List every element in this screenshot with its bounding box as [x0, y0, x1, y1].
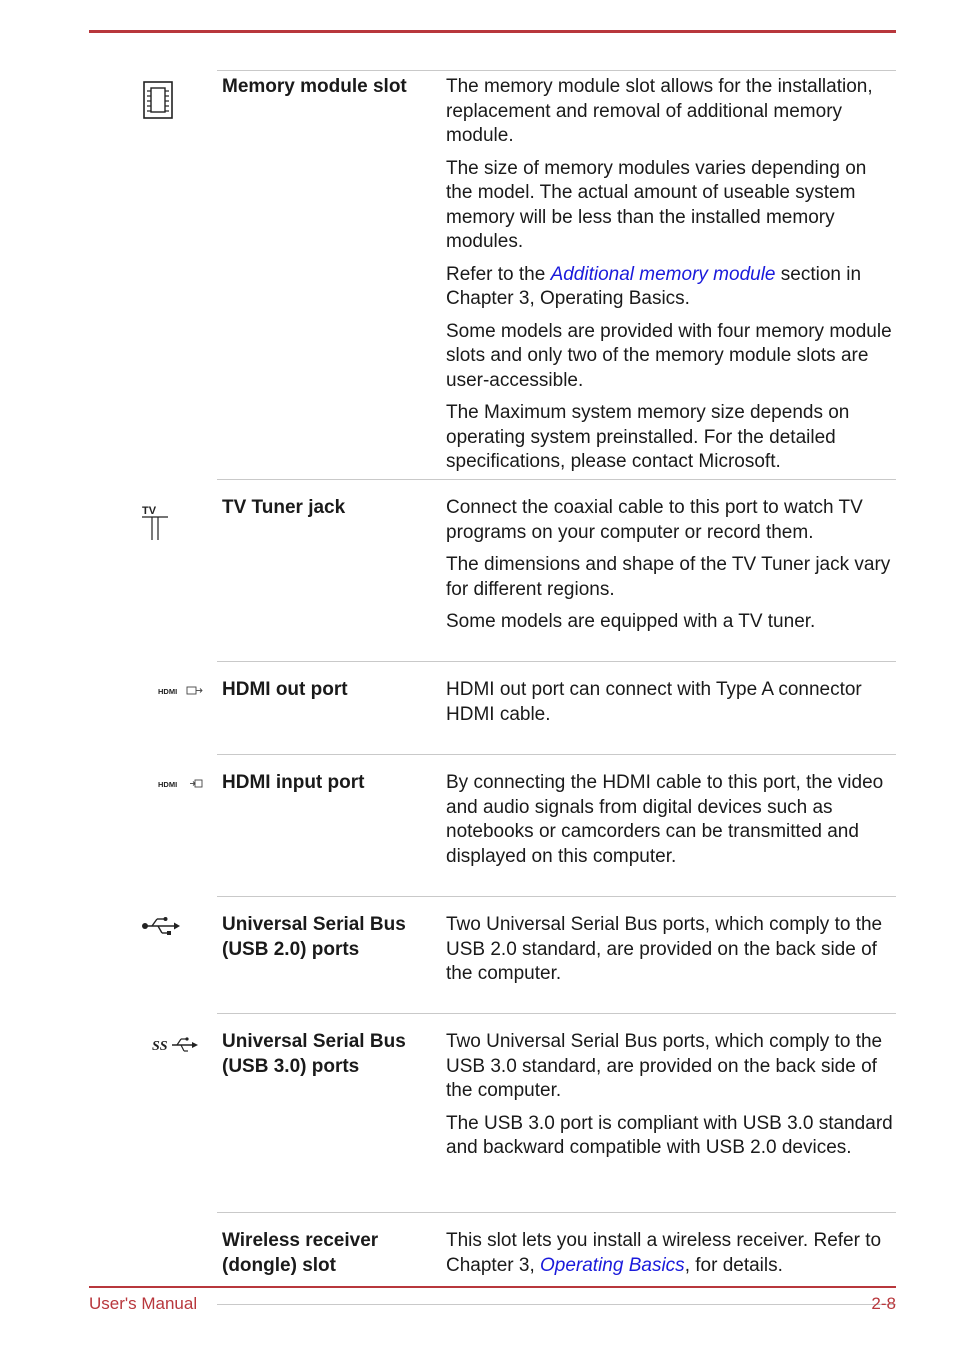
text-span: , for details. [684, 1254, 783, 1276]
row-description [446, 1229, 896, 1278]
description-paragraph: Two Universal Serial Bus ports, which comply to the USB 2.0 standard, are provided on the back side of the computer. [446, 914, 883, 984]
additional-memory-module-link[interactable]: Additional memory module [550, 263, 776, 285]
table-row [0, 1030, 954, 1213]
text-span: This slot lets you install a wireless receiver. Refer to Chapter 3, [446, 1230, 882, 1276]
port-table [0, 70, 954, 1305]
svg-text:TV: TV [142, 505, 157, 517]
row-divider [217, 479, 896, 480]
row-term: TV Tuner jack [222, 497, 346, 518]
text-span: section in Chapter 3, Operating Basics. [446, 263, 862, 309]
description-paragraph: The dimensions and shape of the TV Tuner jack vary for different regions. [446, 554, 891, 600]
hdmi-in-icon [158, 777, 218, 827]
row-divider [217, 1212, 896, 1213]
description-paragraph: The memory module slot allows for the installation, replacement and removal of additional memory module. [446, 76, 873, 146]
description-paragraph: The USB 3.0 port is compliant with USB 3.0 standard and backward compatible with USB 2.0 devices. [446, 1112, 893, 1158]
usb-superspeed-icon [152, 1035, 212, 1085]
text-span: Refer to the [446, 263, 551, 285]
row-description [446, 771, 896, 869]
memory-chip-icon [138, 80, 198, 130]
header-rule [89, 30, 896, 33]
row-description [446, 1030, 896, 1161]
table-row [0, 678, 954, 755]
table-row [0, 70, 954, 480]
row-description [446, 70, 896, 475]
description-paragraph: Connect the coaxial cable to this port to watch TV programs on your computer or record them. [446, 497, 863, 543]
description-paragraph: Some models are equipped with a TV tuner. [446, 611, 816, 632]
row-description [446, 913, 896, 987]
description-paragraph: Some models are provided with four memory module slots and only two of the memory module slots are user-accessible. [446, 320, 892, 391]
row-divider [217, 754, 896, 755]
tv-antenna-icon [138, 504, 198, 554]
row-divider [217, 896, 896, 897]
hdmi-out-icon [158, 684, 218, 734]
row-divider [217, 1304, 896, 1305]
description-paragraph: By connecting the HDMI cable to this port, the video and audio signals from digital devices such as notebooks or camcorders can be transmitted and displayed on this computer. [446, 772, 884, 867]
description-paragraph: Two Universal Serial Bus ports, which comply to the USB 3.0 standard, are provided on the back side of the computer. [446, 1031, 883, 1101]
row-term: HDMI input port [222, 772, 365, 793]
row-description [446, 496, 896, 635]
usb-icon [140, 915, 200, 965]
row-divider [217, 661, 896, 662]
row-term: Memory module slot [222, 76, 407, 97]
description-paragraph: The Maximum system memory size depends on operating system preinstalled. For the detailed specifications, please contact Microsoft. [446, 402, 850, 472]
row-description [446, 678, 896, 727]
description-paragraph: HDMI out port can connect with Type A connector HDMI cable. [446, 679, 862, 725]
operating-basics-link[interactable]: Operating Basics [540, 1254, 685, 1276]
row-term: Universal Serial Bus (USB 3.0) ports [222, 1031, 406, 1077]
description-paragraph: The size of memory modules varies depending on the model. The actual amount of useable system memory will be less than the installed memory modules. [446, 157, 867, 252]
footer-rule [89, 1286, 896, 1288]
row-term: HDMI out port [222, 679, 348, 700]
svg-text:HDMI: HDMI [158, 687, 178, 696]
table-row [0, 913, 954, 1014]
row-divider [217, 1013, 896, 1014]
table-row [0, 496, 954, 662]
table-row [0, 771, 954, 897]
footer-manual-title: User's Manual [89, 1294, 198, 1313]
description-paragraph [446, 1229, 896, 1278]
row-term: Wireless receiver (dongle) slot [222, 1230, 379, 1276]
footer-page-number: 2-8 [871, 1294, 896, 1313]
row-term: Universal Serial Bus (USB 2.0) ports [222, 914, 406, 960]
svg-text:SS: SS [152, 1039, 168, 1054]
svg-text:HDMI: HDMI [158, 780, 178, 789]
description-paragraph [446, 263, 896, 312]
row-divider [217, 70, 896, 71]
